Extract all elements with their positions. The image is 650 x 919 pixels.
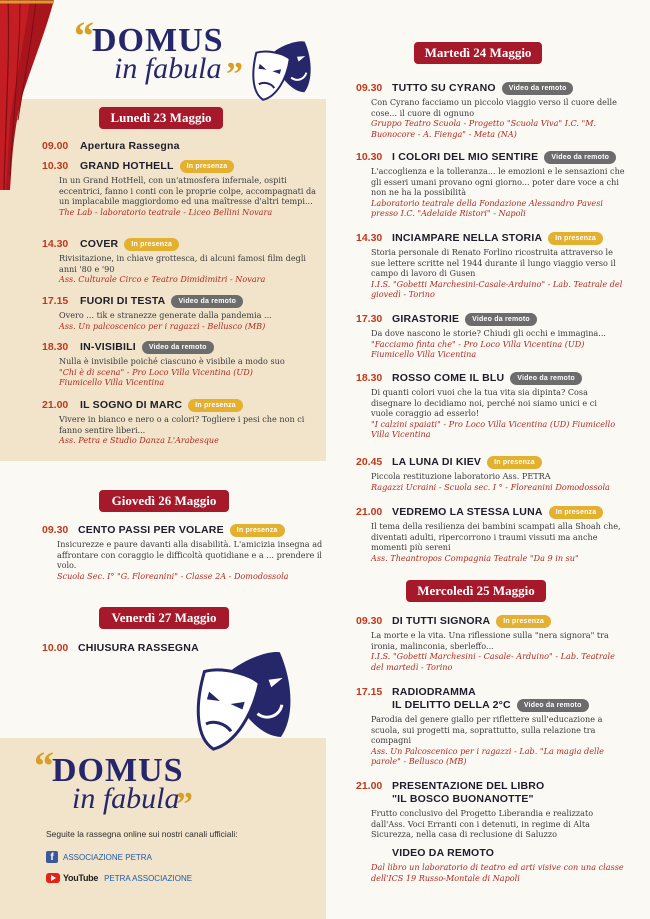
event-i-colori: [356, 151, 628, 227]
video-remoto-badge: Video da remoto: [544, 151, 616, 164]
event-description: Di quanti colori vuoi che la tua vita sia dipinta? Cosa disegnare lo decidiamo noi, perché noi siamo unici e ci vuole coraggio ad esserlo! "I calzini spaiati" - Pro Loco Villa Vicentina (UD) Fiumicello Villa Vicentina: [371, 387, 621, 440]
logo-domus: DOMUS: [52, 752, 184, 789]
event-time: 18.30: [356, 372, 383, 384]
event-title: GIRASTORIE Video da remoto: [392, 313, 537, 326]
event-description: In un Grand HotHell, con un'atmosfera infernale, ospiti eccentrici, fanno i conti con le proprie colpe, accompagnati da un implacabile maggiordomo ed una maîtresse d'altri tempi... The Lab - laboratorio teatrale - Liceo Bellini Novara: [59, 175, 321, 217]
video-remoto-badge: Video da remoto: [510, 372, 582, 385]
event-cento-passi: [42, 524, 324, 588]
event-organizer: Ass. Culturale Circo e Teatro Dimidimitri - Novara: [59, 274, 266, 285]
video-remoto-badge: Video da remoto: [142, 341, 214, 354]
event-time: 21.00: [356, 506, 383, 518]
event-title: DI TUTTI SIGNORA In presenza: [392, 615, 551, 628]
event-vedremo-la-stessa-luna: [356, 506, 628, 570]
logo-bottom: [34, 743, 218, 823]
event-title: Apertura Rassegna: [80, 140, 180, 152]
event-time: 10.30: [356, 151, 383, 163]
event-organizer: Scuola Sec. I° "G. Floreanini" - Classe 2A - Domodossola: [57, 570, 289, 581]
event-time: 09.30: [356, 82, 383, 94]
event-organizer: "Chi è di scena" - Pro Loco Villa Vicentina (UD) Fiumicello Villa Vicentina: [59, 366, 253, 388]
in-presenza-badge: In presenza: [496, 615, 551, 628]
youtube-wordmark: YouTube: [63, 873, 99, 883]
event-time: 17.30: [356, 313, 383, 325]
event-title: LA LUNA DI KIEV In presenza: [392, 456, 542, 469]
video-remoto-badge: Video da remoto: [465, 313, 537, 326]
event-rosso-come-il-blu: [356, 372, 628, 450]
close-quote: ”: [176, 786, 193, 823]
event-title: CHIUSURA RASSEGNA: [78, 642, 199, 654]
event-title: CENTO PASSI PER VOLARE In presenza: [78, 524, 285, 537]
event-tutto-su-cyrano: [356, 82, 628, 146]
event-organizer: "I calzini spaiati" - Pro Loco Villa Vicentina (UD) Fiumicello Villa Vicentina: [371, 418, 616, 440]
event-description: Il tema della resilienza dei bambini scampati alla Shoah che, diventati adulti, ripercorrono i traumi vissuti ma anche momenti più sereni Ass. Theantropos Compagnia Teatrale "Da 9 in su": [371, 521, 628, 563]
event-organizer: I.I.S. "Gobetti Marchesini - Casale- Arduino" - Lab. Teatrale del martedì - Torino: [371, 651, 615, 672]
day-banner-martedi: Martedì 24 Maggio: [414, 42, 542, 64]
event-title-line2: IL DELITTO DELLA 2°C Video da remoto: [392, 699, 589, 712]
event-organizer: "Facciamo finta che" - Pro Loco Villa Vicentina (UD) Fiumicello Villa Vicentina: [371, 338, 585, 360]
youtube-label: PETRA ASSOCIAZIONE: [104, 873, 193, 883]
event-description: Frutto conclusivo del Progetto Liberandia e realizzato dall'Ass. Voci Erranti con i detenuti, in regime di Alta Sicurezza, nella casa di reclusione di Saluzzo: [371, 808, 594, 840]
event-description: Vivere in bianco e nero o a colori? Togliere i pesi che non ci fanno sentire liberi... Ass. Petra e Studio Danza L'Arabesque: [59, 414, 321, 446]
logo-top: [74, 13, 258, 93]
close-quote: ”: [226, 56, 243, 93]
event-time: 20.45: [356, 456, 383, 468]
event-organizer: Ass. Un Palcoscenico per i ragazzi - Lab. "La magia delle parole" - Bellusco (MB): [371, 745, 604, 767]
youtube-link[interactable]: [46, 871, 192, 885]
in-presenza-badge: In presenza: [188, 399, 243, 412]
event-di-tutti-signora: [356, 615, 628, 679]
event-time: 14.30: [42, 238, 69, 250]
event-title: I COLORI DEL MIO SENTIRE Video da remoto: [392, 151, 616, 164]
event-video-da-remoto: [356, 847, 628, 887]
follow-text: Seguite la rassegna online sui nostri canali ufficiali:: [46, 829, 238, 839]
day-banner-mercoledi: Mercoledì 25 Maggio: [406, 580, 546, 602]
event-time: 17.15: [42, 295, 69, 307]
event-title: ROSSO COME IL BLU Video da remoto: [392, 372, 582, 385]
facebook-label: ASSOCIAZIONE PETRA: [63, 852, 152, 862]
event-time: 09.30: [356, 615, 383, 627]
event-il-sogno-di-marc: [42, 399, 322, 454]
event-description: L'accoglienza e la tolleranza... le emozioni e le sensazioni che gli esseri umani provano ogni giorno... poter dare voce a chi non ne ha la possibilità Laboratorio teatrale della Fondazione Alessandro Pavesi presso I.C. "Adelaide Ristori" - Napoli: [371, 166, 628, 219]
event-title: IN-VISIBILI Video da remoto: [80, 341, 214, 354]
event-description: Nulla è invisibile poiché ciascuno è visibile a modo suo "Chi è di scena" - Pro Loco Villa Vicentina (UD) Fiumicello Villa Vicentina: [59, 356, 287, 388]
in-presenza-badge: In presenza: [124, 238, 179, 251]
event-description: Da dove nascono le storie? Chiudi gli occhi e immagina... "Facciamo finta che" - Pro Loco Villa Vicentina (UD) Fiumicello Villa Vicentina: [371, 328, 621, 360]
event-description: La morte e la vita. Una riflessione sulla "nera signora" tra ironia, malinconia, sberleffo... I.I.S. "Gobetti Marchesini - Casale- Arduino" - Lab. Teatrale del martedì - Torino: [371, 630, 628, 672]
event-apertura: [42, 140, 322, 156]
video-remoto-badge: Video da remoto: [171, 295, 243, 308]
in-presenza-badge: In presenza: [487, 456, 542, 469]
event-title: TUTTO SU CYRANO Video da remoto: [392, 82, 573, 95]
event-description: Parodia del genere giallo per riflettere sull'educazione a scuola, sui progetti ma, soprattutto, sulla relazione tra compagni Ass. Un Palcoscenico per i ragazzi - Lab. "La magia delle parole" - Bellusco (MB): [371, 714, 628, 767]
video-remoto-badge: Video da remoto: [517, 699, 589, 712]
event-description: Overo ... tik e stranezze generate dalla pandemia ... Ass. Un palcoscenico per i ragazzi - Bellusco (MB): [59, 310, 321, 331]
event-time: 17.15: [356, 686, 383, 698]
event-description: Rivisitazione, in chiave grottesca, di alcuni famosi film degli anni '80 e '90 Ass. Culturale Circo e Teatro Dimidimitri - Novara: [59, 253, 321, 285]
event-organizer: Laboratorio teatrale della Fondazione Alessandro Pavesi presso I.C. "Adelaide Ristori" - Napoli: [371, 197, 603, 219]
event-organizer: I.I.S. "Gobetti Marchesini-Casale-Arduino" - Lab. Teatrale del giovedì - Torino: [371, 278, 623, 300]
event-title-line2: "IL BOSCO BUONANOTTE": [392, 793, 534, 805]
event-description: Piccola restituzione laboratorio Ass. PETRA Ragazzi Ucraini - Scuola sec. I ° - Floreanini Domodossola: [371, 471, 628, 492]
in-presenza-badge: In presenza: [548, 232, 603, 245]
event-time: 14.30: [356, 232, 383, 244]
day-banner-giovedi: Giovedì 26 Maggio: [99, 490, 229, 512]
event-time: 18.30: [42, 341, 69, 353]
in-presenza-badge: In presenza: [549, 506, 604, 519]
event-radiodramma: [356, 686, 628, 774]
facebook-link[interactable]: [46, 850, 152, 864]
event-grand-hothell: [42, 160, 322, 230]
logo-fabula: in fabula: [114, 52, 222, 85]
event-girastorie: [356, 313, 628, 365]
event-cover: [42, 238, 322, 288]
event-title: COVER In presenza: [80, 238, 179, 251]
logo-fabula: in fabula: [72, 782, 180, 815]
event-organizer: Gruppo Teatro Scuola - Progetto "Scuola Viva" I.C. "M. Buonocore - A. Fienga" - Meta (NA): [371, 118, 597, 139]
event-organizer: The Lab - laboratorio teatrale - Liceo Bellini Novara: [59, 206, 273, 217]
event-title: VEDREMO LA STESSA LUNA In presenza: [392, 506, 603, 519]
event-title: FUORI DI TESTA Video da remoto: [80, 295, 243, 308]
event-presentazione-libro: [356, 780, 628, 844]
event-fuori-di-testa: [42, 295, 322, 335]
event-title: IL SOGNO DI MARC In presenza: [80, 399, 243, 412]
day-banner-lunedi: Lunedì 23 Maggio: [99, 107, 223, 129]
event-title: PRESENTAZIONE DEL LIBRO: [392, 780, 545, 792]
theatre-masks-icon: [245, 40, 320, 105]
event-title: RADIODRAMMA: [392, 686, 476, 698]
in-presenza-badge: In presenza: [230, 524, 285, 537]
event-description: Storia personale di Renato Forlino ricostruita attraverso le sue lettere scritte nel 1944 durante il lungo viaggio verso il campo di lavoro di Gusen I.I.S. "Gobetti Marchesini-Casale-Arduino" - Lab. Teatrale del giovedì - Torino: [371, 247, 628, 300]
event-time: 10.30: [42, 160, 69, 172]
open-quote: “: [34, 743, 54, 788]
theatre-masks-large-icon: [186, 652, 306, 760]
event-time: 21.00: [42, 399, 69, 411]
event-title: INCIAMPARE NELLA STORIA In presenza: [392, 232, 603, 245]
event-title: VIDEO DA REMOTO: [392, 847, 495, 859]
event-time: 09.00: [42, 140, 69, 152]
event-la-luna-di-kiev: [356, 456, 628, 496]
event-time: 09.30: [42, 524, 69, 536]
event-title: GRAND HOTHELL In presenza: [80, 160, 234, 173]
open-quote: “: [74, 13, 94, 58]
facebook-icon: f: [46, 851, 58, 863]
event-organizer: Ass. Theantropos Compagnia Teatrale "Da 9 in su": [371, 552, 579, 563]
event-description: Con Cyrano facciamo un piccolo viaggio verso il cuore delle cose... il cuore di ognuno Gruppo Teatro Scuola - Progetto "Scuola Viva" I.C. "M. Buonocore - A. Fienga" - Meta (NA): [371, 97, 628, 139]
event-organizer: Ass. Petra e Studio Danza L'Arabesque: [59, 435, 219, 446]
event-organizer: Ragazzi Ucraini - Scuola sec. I ° - Floreanini Domodossola: [371, 481, 610, 492]
event-organizer: Ass. Un palcoscenico per i ragazzi - Bellusco (MB): [59, 320, 266, 331]
video-remoto-badge: Video da remoto: [502, 82, 574, 95]
event-inciampare: [356, 232, 628, 308]
day-banner-venerdi: Venerdì 27 Maggio: [99, 607, 229, 629]
in-presenza-badge: In presenza: [180, 160, 235, 173]
event-time: 21.00: [356, 780, 383, 792]
event-description: Insicurezze e paure davanti alla disabilità. L'amicizia insegna ad affrontare con coraggio le difficoltà quotidiane e a ... prendere il volo. Scuola Sec. I° "G. Floreanini" - Classe 2A - Domodossola: [57, 539, 323, 581]
event-description: [371, 862, 628, 883]
youtube-icon: [46, 873, 60, 883]
event-time: 10.00: [42, 642, 69, 654]
logo-domus: DOMUS: [92, 22, 224, 59]
event-in-visibili: [42, 341, 322, 393]
event-organizer: Dal libro un laboratorio di teatro ed arti visive con una classe dell'ICS 19 Russo-Montale di Napoli: [371, 862, 624, 883]
